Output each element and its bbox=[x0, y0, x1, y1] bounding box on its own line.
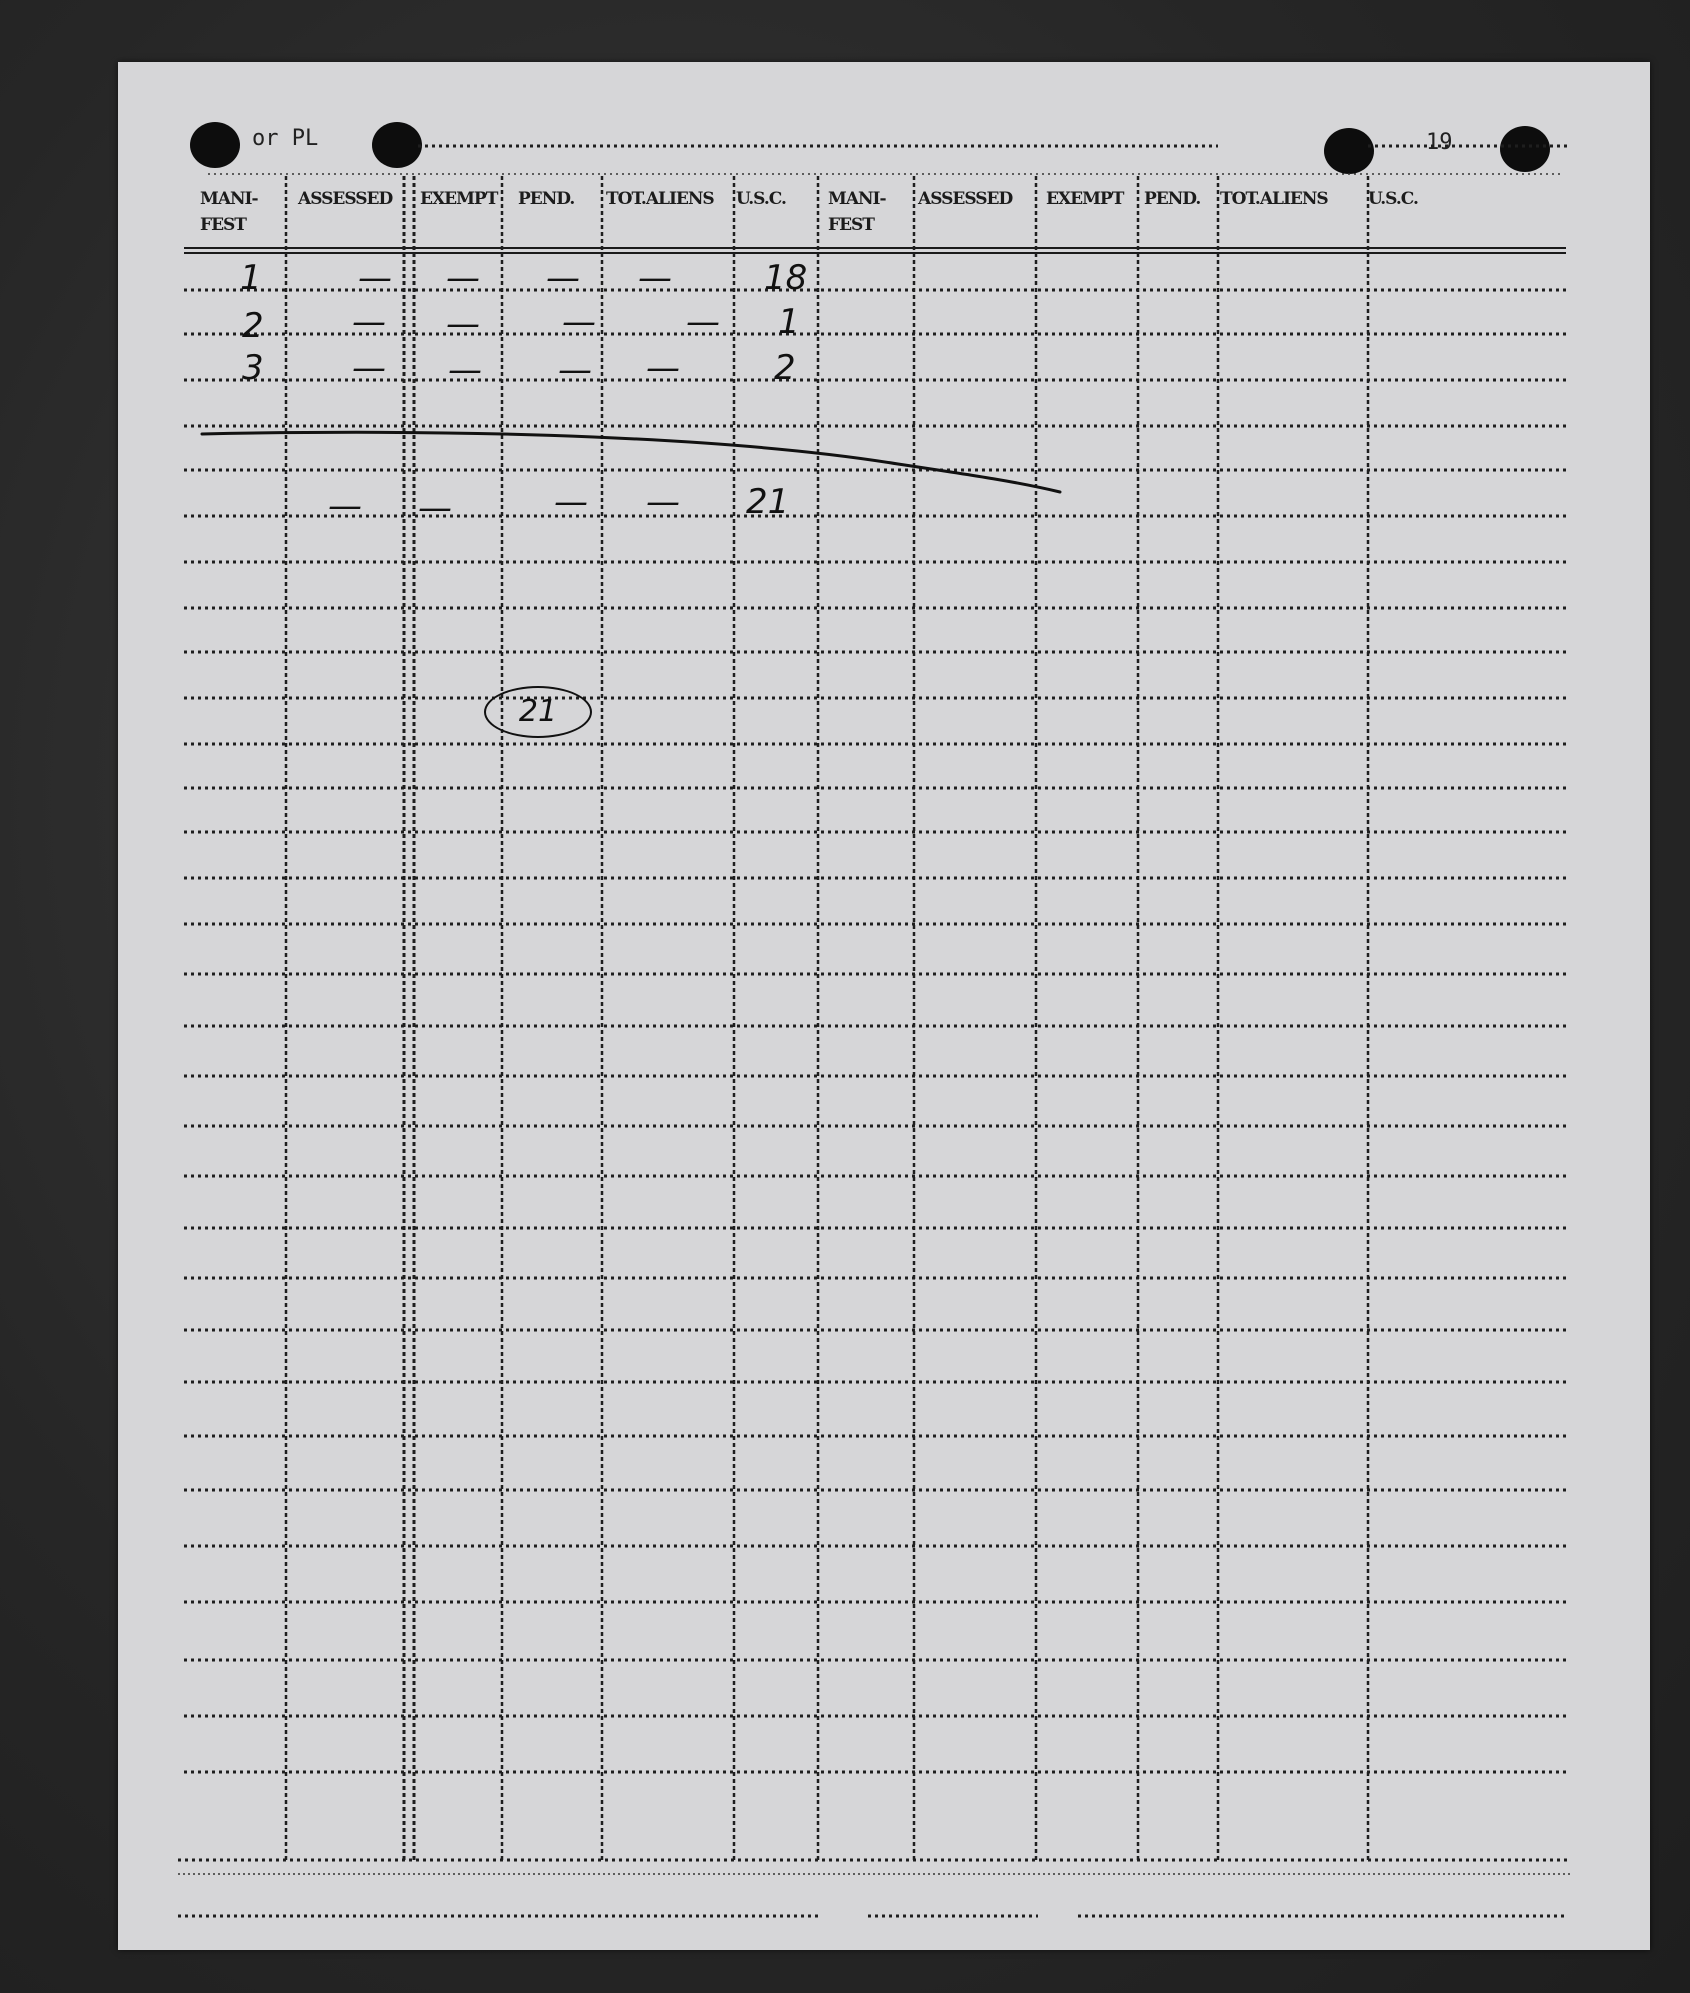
circled-total-note: 21 bbox=[484, 686, 592, 738]
entry-3-pend: — bbox=[558, 350, 592, 390]
header-year-label: 19 bbox=[1426, 130, 1453, 155]
entry-2-exempt: — bbox=[446, 304, 480, 344]
col-head-tot-aliens-left: TOT.ALIENS bbox=[606, 189, 714, 209]
entry-2-pend: — bbox=[562, 302, 596, 342]
total-assessed: — bbox=[328, 486, 362, 526]
manifest-form-page bbox=[118, 62, 1650, 1950]
total-exempt: — bbox=[418, 488, 452, 528]
col-head-assessed-left: ASSESSED bbox=[298, 189, 393, 209]
col-head-pend-right: PEND. bbox=[1144, 189, 1201, 209]
entry-3-tot-aliens: — bbox=[646, 348, 680, 388]
col-head-usc-right: U.S.C. bbox=[1368, 189, 1418, 209]
entry-3-assessed: — bbox=[352, 348, 386, 388]
entry-3-usc: 2 bbox=[774, 348, 796, 388]
entry-3-exempt: — bbox=[448, 350, 482, 390]
total-tot-aliens: — bbox=[646, 482, 680, 522]
entry-1-usc: 18 bbox=[764, 258, 808, 298]
entry-1-exempt: — bbox=[446, 258, 480, 298]
entry-2-manifest: 2 bbox=[242, 306, 264, 346]
col-head-usc-left: U.S.C. bbox=[736, 189, 786, 209]
col-head-manifest-right: MANI- FEST bbox=[828, 189, 886, 235]
col-head-pend-left: PEND. bbox=[518, 189, 575, 209]
entry-2-usc: 1 bbox=[778, 302, 800, 342]
header-port-label: or PL bbox=[252, 126, 319, 151]
entry-1-manifest: 1 bbox=[240, 258, 262, 298]
entry-2-tot-aliens: — bbox=[686, 302, 720, 342]
entry-2-assessed: — bbox=[352, 302, 386, 342]
col-head-exempt-right: EXEMPT bbox=[1046, 189, 1124, 209]
col-head-manifest-left: MANI- FEST bbox=[200, 189, 258, 235]
col-head-assessed-right: ASSESSED bbox=[918, 189, 1013, 209]
col-head-exempt-left: EXEMPT bbox=[420, 189, 498, 209]
total-stroke bbox=[118, 62, 1650, 1950]
col-head-tot-aliens-right: TOT.ALIENS bbox=[1220, 189, 1328, 209]
total-usc: 21 bbox=[746, 482, 790, 522]
entry-3-manifest: 3 bbox=[242, 348, 264, 388]
entry-1-pend: — bbox=[546, 258, 580, 298]
entry-1-assessed: — bbox=[358, 258, 392, 298]
entry-1-tot-aliens: — bbox=[638, 258, 672, 298]
total-pend: — bbox=[554, 482, 588, 522]
